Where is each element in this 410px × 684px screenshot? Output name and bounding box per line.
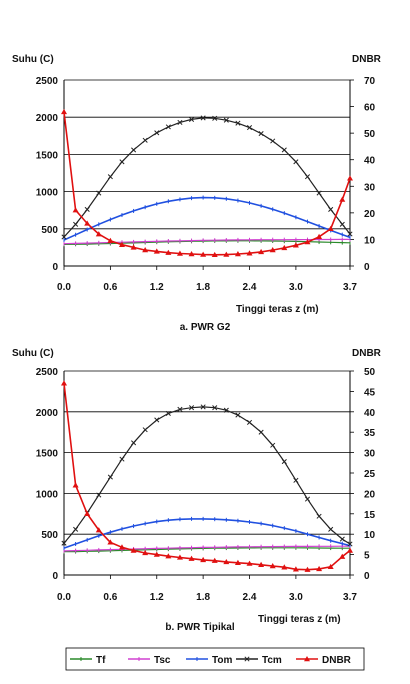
y-axis-label: Suhu (C) [12, 348, 54, 359]
tcm-point [317, 514, 321, 518]
series-line [64, 383, 350, 570]
legend-label: DNBR [322, 655, 351, 666]
y2-tick-label: 10 [364, 530, 376, 542]
chart-title: b. PWR Tipikal [165, 622, 235, 633]
chart-pwr-tipikal [12, 348, 382, 633]
chart-pwr-g2 [12, 54, 382, 333]
tcm-point [131, 148, 135, 152]
y-tick-label: 0 [52, 571, 58, 582]
x-tick-label: 2.4 [242, 592, 257, 603]
series-line [64, 198, 350, 240]
series-dnbr [61, 109, 353, 257]
x-tick-label: 0.6 [103, 282, 118, 293]
tcm-point [328, 207, 332, 211]
y-tick-label: 1500 [35, 150, 58, 162]
y-axis-label: Suhu (C) [12, 54, 54, 65]
series-tcm [62, 405, 352, 546]
tcm-point [143, 428, 147, 432]
y2-tick-label: 20 [364, 489, 376, 501]
x-tick-label: 2.4 [242, 282, 257, 293]
tcm-point [328, 527, 332, 531]
x-tick-label: 0.6 [103, 592, 118, 603]
tcm-point [143, 138, 147, 142]
y-tick-label: 2000 [35, 113, 58, 125]
series-line [64, 407, 350, 544]
y2-tick-label: 30 [364, 182, 376, 194]
series-tcm [62, 116, 352, 239]
chart-title: a. PWR G2 [179, 322, 231, 333]
dnbr-point [61, 380, 67, 385]
dnbr-point [61, 109, 67, 114]
tcm-point [305, 175, 309, 179]
series-line [64, 112, 350, 255]
y-tick-label: 1000 [35, 187, 58, 199]
dnbr-point [73, 482, 79, 487]
x-axis-label: Tinggi teras z (m) [258, 614, 341, 625]
y2-tick-label: 10 [364, 235, 376, 247]
y2-tick-label: 25 [364, 469, 376, 480]
x-tick-label: 3.0 [288, 282, 303, 293]
y2-tick-label: 0 [364, 262, 370, 273]
tcm-point [120, 160, 124, 164]
tcm-point [294, 160, 298, 164]
tcm-point [271, 139, 275, 143]
tcm-point [120, 457, 124, 461]
tcm-point [340, 222, 344, 226]
tcm-point [294, 478, 298, 482]
tcm-point [131, 441, 135, 445]
tcm-point [155, 418, 159, 422]
legend [66, 648, 364, 670]
x-tick-label: 0.0 [57, 592, 71, 603]
x-tick-label: 1.2 [149, 282, 164, 293]
y2-tick-label: 15 [364, 509, 376, 521]
legend-label: Tsc [154, 655, 171, 666]
y2-axis-label: DNBR [352, 348, 381, 359]
dnbr-point [328, 226, 334, 231]
y2-axis-label: DNBR [352, 54, 381, 65]
y2-tick-label: 70 [364, 76, 376, 87]
x-tick-label: 3.7 [343, 592, 357, 603]
x-tick-label: 1.2 [149, 592, 164, 603]
y-tick-label: 1000 [35, 489, 58, 501]
x-tick-label: 3.7 [343, 282, 357, 293]
y2-tick-label: 35 [364, 428, 376, 440]
x-tick-label: 1.8 [196, 592, 211, 603]
dnbr-point [73, 207, 79, 212]
y2-tick-label: 45 [364, 387, 376, 399]
y2-tick-label: 50 [364, 129, 376, 141]
tcm-point [108, 475, 112, 479]
tcm-point [282, 148, 286, 152]
x-axis-label: Tinggi teras z (m) [236, 304, 319, 315]
legend-label: Tom [212, 655, 233, 666]
tcm-point [155, 131, 159, 135]
x-tick-label: 0.0 [57, 282, 71, 293]
y2-tick-label: 5 [364, 550, 370, 562]
y-tick-label: 2500 [35, 76, 58, 87]
y-tick-label: 500 [41, 224, 58, 236]
y-tick-label: 2000 [35, 407, 58, 419]
y-tick-label: 0 [52, 262, 58, 273]
x-tick-label: 3.0 [288, 592, 303, 603]
tcm-point [73, 222, 77, 226]
y2-tick-label: 40 [364, 155, 376, 167]
y-tick-label: 1500 [35, 448, 58, 460]
tcm-point [247, 420, 251, 424]
tcm-point [85, 207, 89, 211]
dnbr-point [347, 175, 353, 180]
tcm-point [271, 443, 275, 447]
legend-label: Tf [96, 655, 106, 666]
tcm-point [305, 497, 309, 501]
tcm-point [259, 131, 263, 135]
y2-tick-label: 30 [364, 448, 376, 460]
tcm-point [282, 459, 286, 463]
dnbr-point [339, 197, 345, 202]
x-tick-label: 1.8 [196, 282, 211, 293]
legend-label: Tcm [262, 655, 282, 666]
y2-tick-label: 50 [364, 367, 376, 378]
y-tick-label: 2500 [35, 367, 58, 378]
y2-tick-label: 0 [364, 571, 370, 582]
y-tick-label: 500 [41, 530, 58, 542]
y2-tick-label: 20 [364, 208, 376, 220]
y2-tick-label: 60 [364, 102, 376, 114]
series-tom [64, 196, 350, 242]
series-dnbr [61, 380, 353, 572]
y2-tick-label: 40 [364, 407, 376, 419]
tcm-point [73, 527, 77, 531]
tcm-point [340, 537, 344, 541]
tcm-point [259, 430, 263, 434]
tcm-point [108, 175, 112, 179]
